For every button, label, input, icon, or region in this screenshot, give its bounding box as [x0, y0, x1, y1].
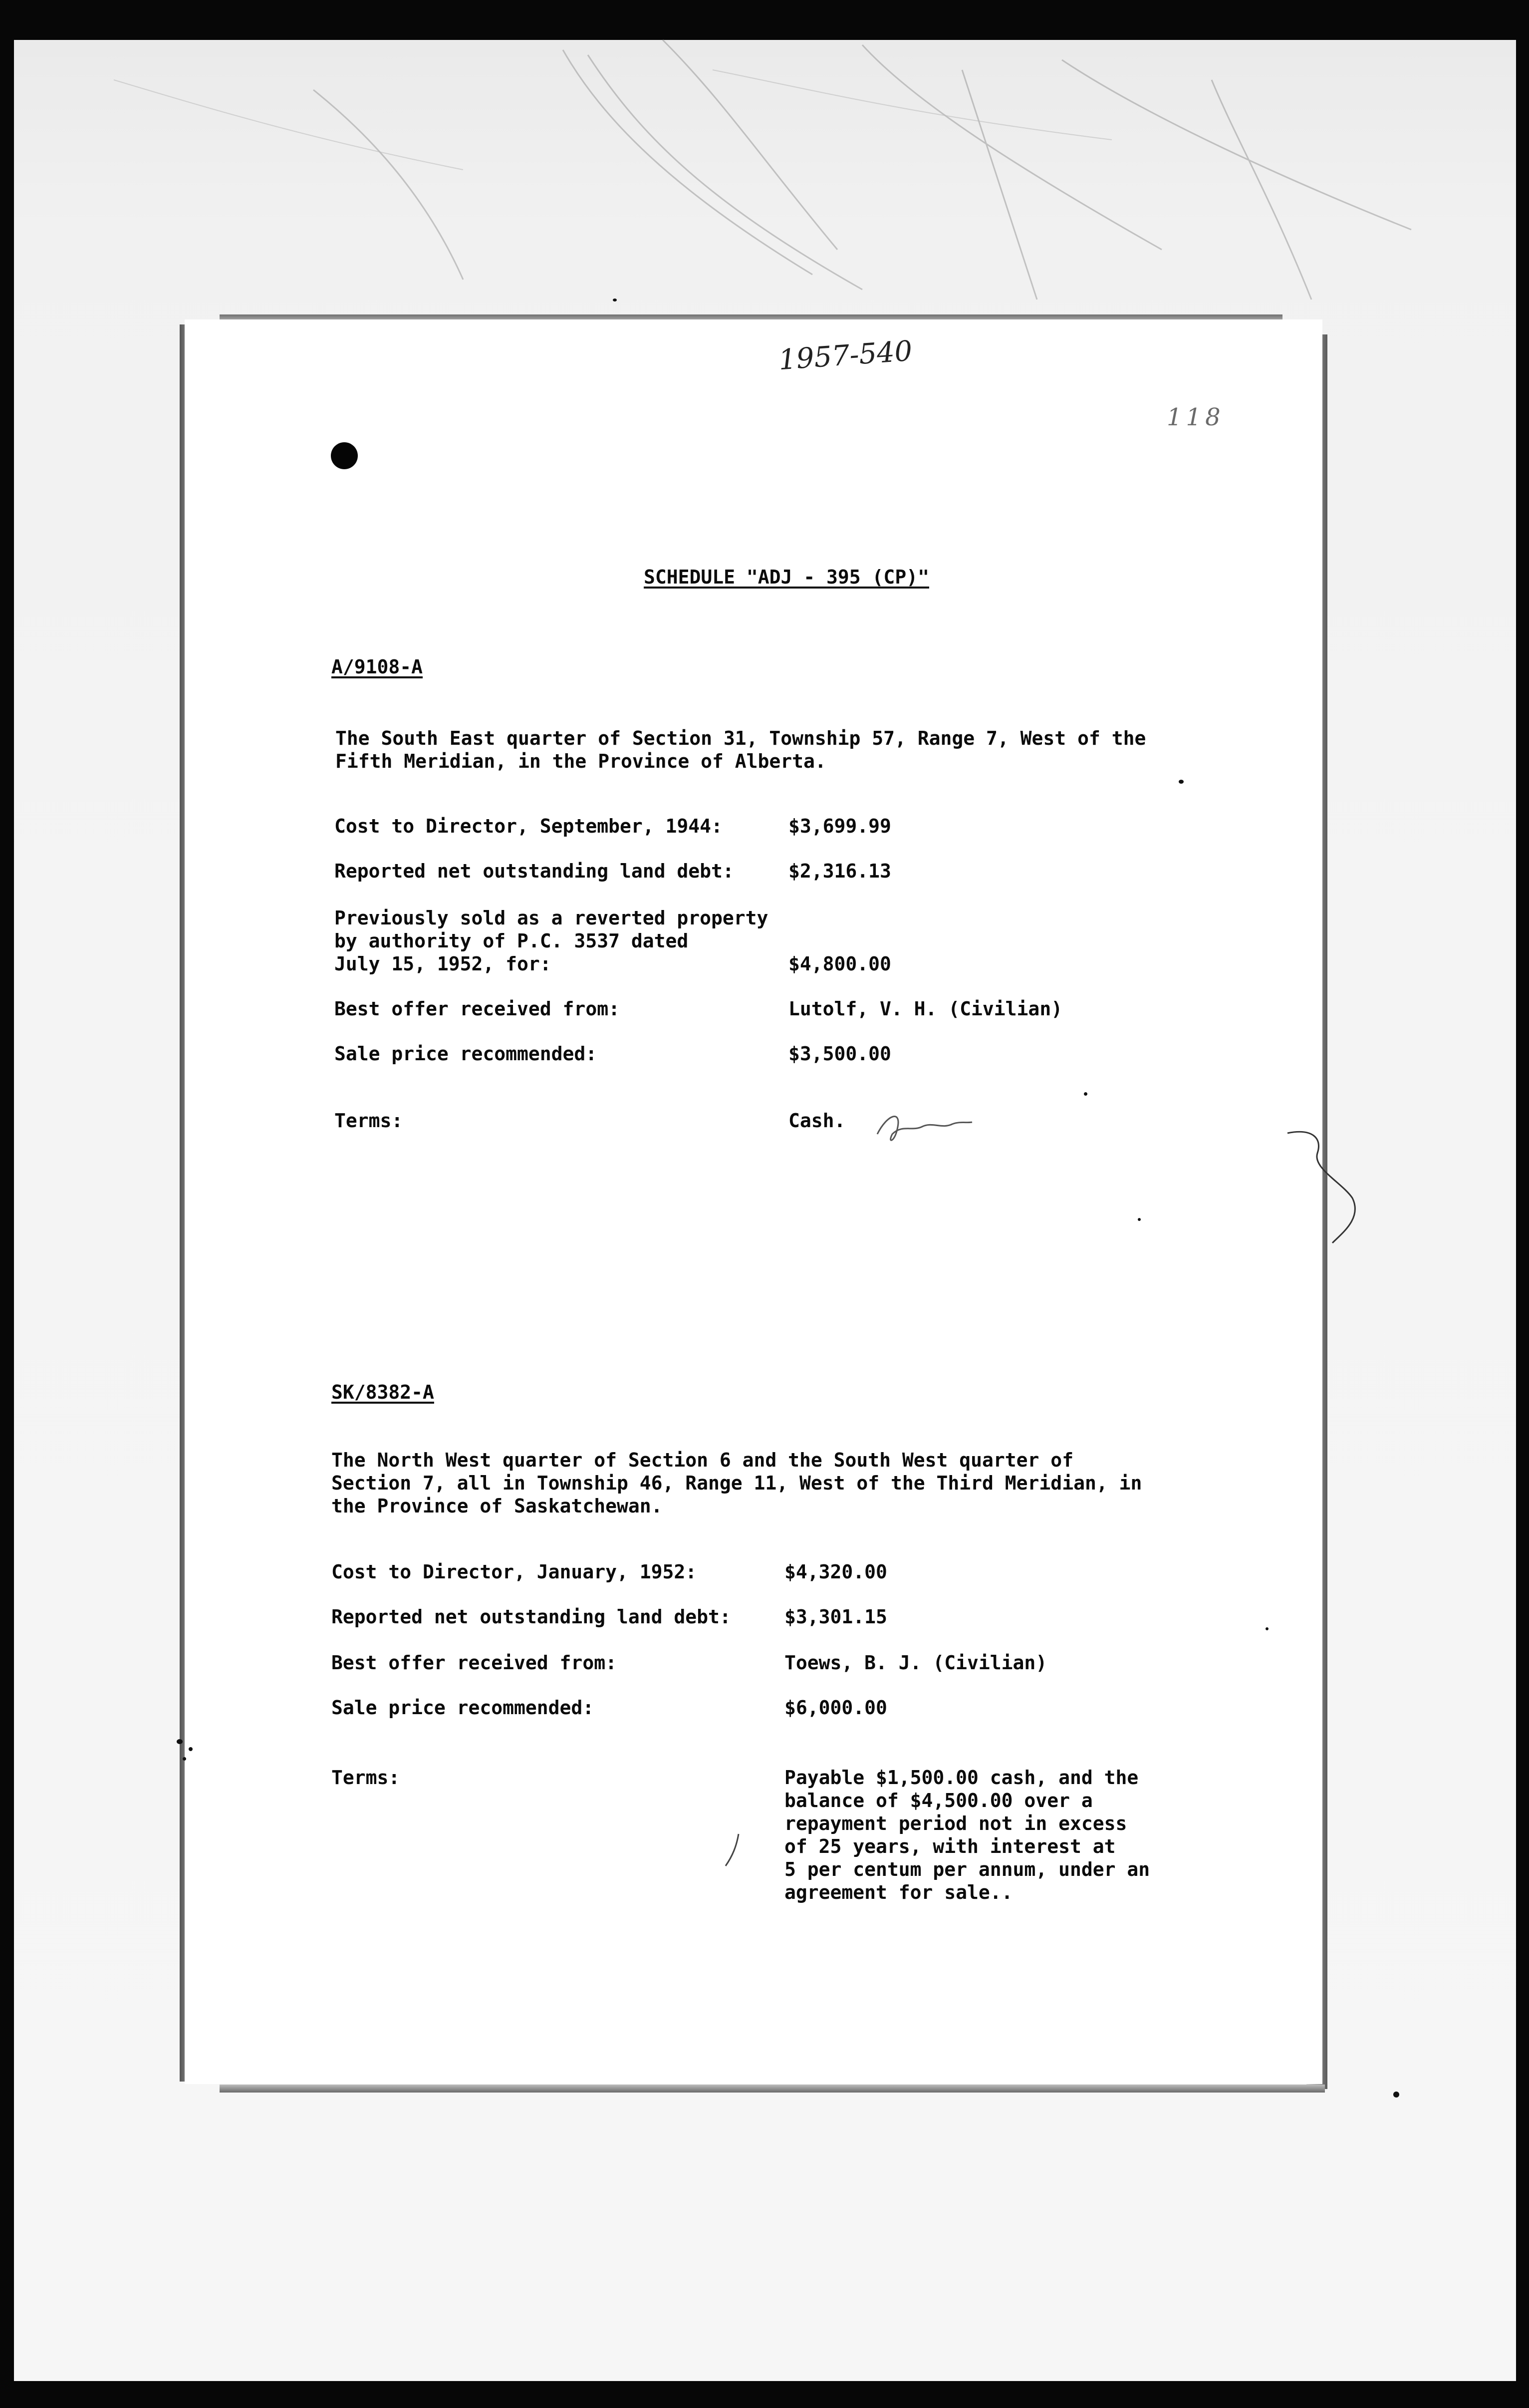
land-debt-value-1: $2,316.13 [788, 860, 891, 882]
best-offer-value-2: Toews, B. J. (Civilian) [784, 1652, 1047, 1674]
previously-sold-label-1: Previously sold as a reverted property by authority of P.C. 3537 dated July 15, 1952, for: [334, 907, 768, 975]
schedule-title: SCHEDULE "ADJ - 395 (CP)" [644, 566, 929, 588]
best-offer-value-1: Lutolf, V. H. (Civilian) [788, 998, 1063, 1020]
land-debt-label-1: Reported net outstanding land debt: [334, 860, 734, 882]
best-offer-label-2: Best offer received from: [331, 1652, 617, 1674]
sale-price-value-2: $6,000.00 [784, 1697, 887, 1719]
page-edge-bottom [220, 2085, 1325, 2093]
land-description-1: The South East quarter of Section 31, Township 57, Range 7, West of the Fifth Meridian, in the Province of Alberta. [335, 727, 1146, 772]
best-offer-label-1: Best offer received from: [334, 998, 620, 1020]
cost-value-1: $3,699.99 [788, 815, 891, 837]
cost-label-2: Cost to Director, January, 1952: [331, 1561, 697, 1583]
file-number-a9108a: A/9108-A [331, 656, 423, 678]
sale-price-label-1: Sale price recommended: [334, 1043, 597, 1065]
land-debt-label-2: Reported net outstanding land debt: [331, 1606, 731, 1628]
previously-sold-value-1: $4,800.00 [788, 953, 891, 975]
terms-value-1: Cash. [788, 1110, 846, 1132]
cost-value-2: $4,320.00 [784, 1561, 887, 1583]
handwritten-file-number: 1957-540 [777, 334, 914, 377]
sale-price-value-1: $3,500.00 [788, 1043, 891, 1065]
terms-label-1: Terms: [334, 1110, 403, 1132]
punch-hole [331, 442, 358, 469]
land-description-2: The North West quarter of Section 6 and the South West quarter of Section 7, all in Township 46, Range 11, West of the Third Meridian, in the Province of Saskatchewan. [331, 1449, 1142, 1517]
cost-label-1: Cost to Director, September, 1944: [334, 815, 723, 837]
file-number-sk8382a: SK/8382-A [331, 1381, 434, 1403]
pen-tick [723, 1831, 743, 1871]
scratch-marks [14, 40, 1516, 319]
terms-value-2: Payable $1,500.00 cash, and the balance of $4,500.00 over a repayment period not in excess of 25 years, with interest at 5 per centum per annum, under an agreement for sale.. [784, 1767, 1150, 1903]
terms-label-2: Terms: [331, 1767, 400, 1789]
sale-price-label-2: Sale price recommended: [331, 1697, 594, 1719]
land-debt-value-2: $3,301.15 [784, 1606, 887, 1628]
page-number-annotation: 118 [1167, 403, 1225, 431]
initials-scribble [867, 1104, 977, 1149]
margin-scribble [1282, 1118, 1382, 1248]
